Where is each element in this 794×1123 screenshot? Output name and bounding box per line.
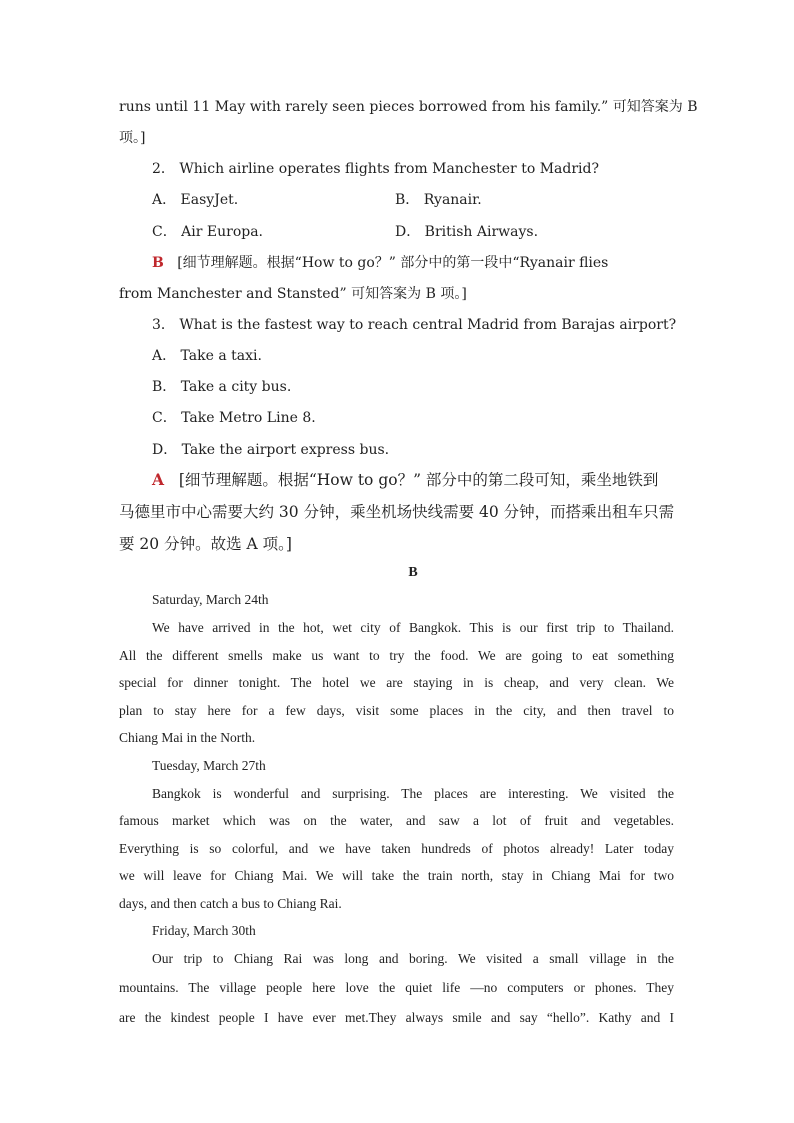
entry-1-line-3: special for dinner tonight. The hotel we are staying in is cheap, and very clean. We (119, 675, 674, 690)
entry-1-line-2: All the different smells make us want to try the food. We are going to eat something (119, 648, 674, 663)
entry-1-date: Saturday, March 24th (152, 592, 269, 607)
section-b-heading: B (408, 565, 418, 580)
q2-option-b: B． Ryanair. (395, 192, 482, 208)
q3-explanation-line-2: 马德里市中心需要大约 30 分钟，乘坐机场快线需要 40 分钟，而搭乘出租车只需 (119, 503, 675, 521)
q2-explanation-text: [细节理解题。根据“How to go？” 部分中的第一段中“Ryanair flies (177, 255, 609, 271)
q2-answer: B (152, 255, 164, 271)
entry-3-line-3: are the kindest people I have ever met.They always smile and say “hello”. Kathy and I (119, 1010, 674, 1025)
entry-3-date: Friday, March 30th (152, 923, 256, 938)
entry-3-line-2: mountains. The village people here love the quiet life —no computers or phones. They (119, 980, 674, 995)
q3-explanation-line-3: 要 20 分钟。故选 A 项。] (119, 535, 292, 553)
entry-2-line-1: Bangkok is wonderful and surprising. The places are interesting. We visited the (152, 786, 674, 801)
q2-option-d: D． British Airways. (395, 224, 539, 240)
q1-explanation-line-2: 项。] (119, 130, 146, 146)
q1-explanation-line-1: runs until 11 May with rarely seen pieces borrowed from his family.” 可知答案为 B (119, 99, 698, 115)
q2-option-c: C． Air Europa. (152, 224, 264, 240)
q3-option-b: B． Take a city bus. (152, 379, 292, 395)
q2-question: 2． Which airline operates flights from Manchester to Madrid? (152, 161, 599, 177)
entry-2-line-3: Everything is so colorful, and we have taken hundreds of photos already! Later today (119, 841, 674, 856)
q3-option-a: A． Take a taxi. (152, 348, 262, 364)
q3-question: 3． What is the fastest way to reach central Madrid from Barajas airport? (152, 317, 677, 333)
entry-2-line-4: we will leave for Chiang Mai. We will take the train north, stay in Chiang Mai for two (119, 868, 674, 883)
q3-explanation-line-1 (152, 470, 674, 490)
entry-2-line-2: famous market which was on the water, and saw a lot of fruit and vegetables. (119, 813, 674, 828)
q3-answer: A (152, 470, 165, 489)
q2-explanation-line-2: from Manchester and Stansted” 可知答案为 B 项。] (119, 286, 467, 302)
q2-explanation-line-1 (152, 253, 674, 273)
q3-option-c: C． Take Metro Line 8. (152, 410, 316, 426)
entry-1-line-1: We have arrived in the hot, wet city of Bangkok. This is our first trip to Thailand. (152, 620, 674, 635)
entry-3-line-1: Our trip to Chiang Rai was long and boring. We visited a small village in the (152, 951, 674, 966)
q3-option-d: D． Take the airport express bus. (152, 442, 390, 458)
entry-2-line-5: days, and then catch a bus to Chiang Rai. (119, 896, 342, 911)
entry-1-line-5: Chiang Mai in the North. (119, 730, 256, 745)
q3-explanation-text: [细节理解题。根据“How to go？” 部分中的第二段可知，乘坐地铁到 (178, 471, 659, 489)
entry-1-line-4: plan to stay here for a few days, visit some places in the city, and then travel to (119, 703, 674, 718)
q2-option-a: A． EasyJet. (152, 192, 239, 208)
entry-2-date: Tuesday, March 27th (152, 758, 266, 773)
